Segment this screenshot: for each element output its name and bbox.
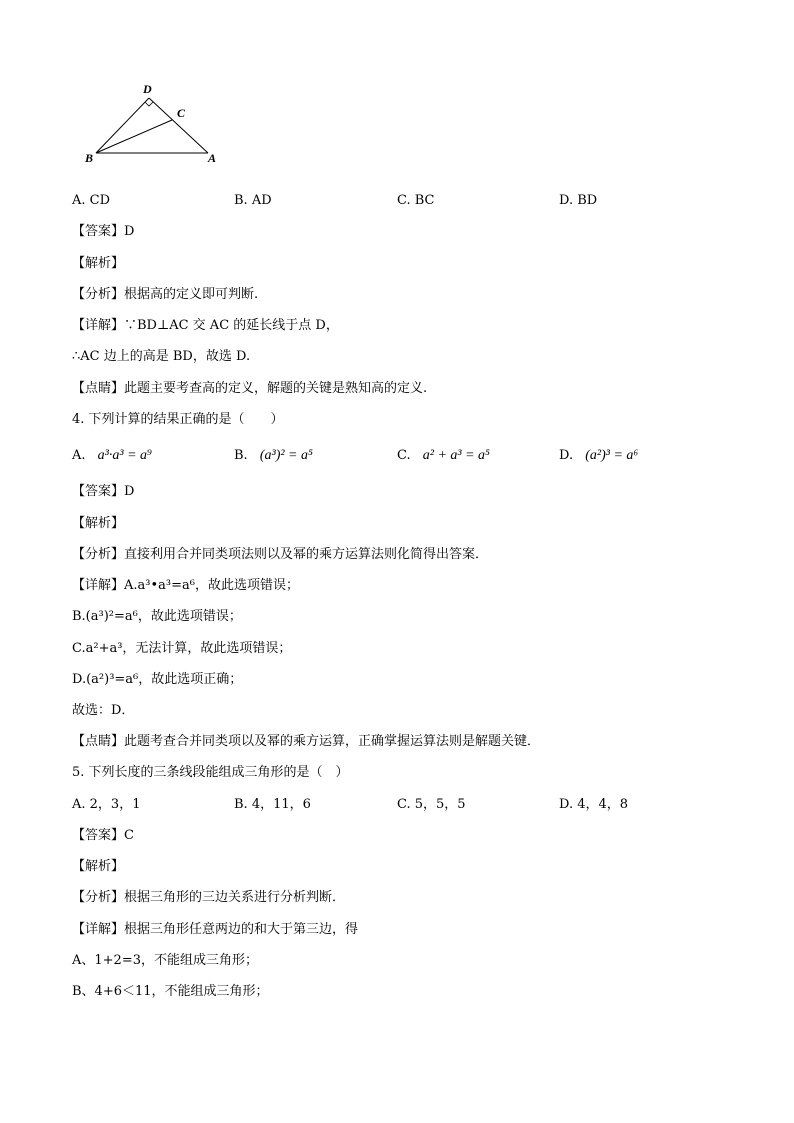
q3-option-c: C. BC <box>397 193 435 208</box>
triangle-figure <box>80 80 240 170</box>
q5-answer: 【答案】C <box>72 828 134 843</box>
q5-option-a: A. 2，3，1 <box>72 797 141 812</box>
label-d: D <box>143 82 152 96</box>
q4-option-a-letter: A. <box>72 448 86 463</box>
q5-analysis-heading: 【解析】 <box>72 859 125 874</box>
q5-option-c: C. 5，5，5 <box>397 797 466 812</box>
q4-option-b <box>234 447 313 465</box>
q4-option-a-expr: a³·a³ = a⁹ <box>97 448 152 463</box>
q4-answer: 【答案】D <box>72 484 135 499</box>
q4-option-b-letter: B. <box>234 448 248 463</box>
q4-step-b: B.(a³)²=a⁶，故此选项错误； <box>72 609 242 624</box>
q5-fenxi: 【分析】根据三角形的三边关系进行分析判断． <box>72 890 346 905</box>
q4-step-d: D.(a²)³=a⁶，故此选项正确； <box>72 672 243 687</box>
q5-xiangjie: 【详解】根据三角形任意两边的和大于第三边，得 <box>72 922 359 937</box>
edge-bd <box>96 98 149 153</box>
label-b: B <box>85 151 94 165</box>
q3-conclusion: ∴AC 边上的高是 BD，故选 D. <box>72 349 251 364</box>
q5-step-a: A、1+2=3，不能组成三角形； <box>72 953 258 968</box>
q4-fenxi: 【分析】直接利用合并同类项法则以及幂的乘方运算法则化简得出答案． <box>72 547 489 562</box>
q4-option-c-letter: C. <box>397 448 411 463</box>
q4-xiangjie: 【详解】A.a³•a³=a⁶，故此选项错误； <box>72 578 299 593</box>
label-a: A <box>208 151 217 165</box>
q4-option-c <box>397 447 490 465</box>
q4-option-c-expr: a² + a³ = a⁵ <box>422 448 490 463</box>
right-angle-mark <box>145 102 153 106</box>
q5-step-b: B、4+6＜11，不能组成三角形； <box>72 984 269 999</box>
q5-option-d: D. 4，4，8 <box>559 797 629 812</box>
q4-option-a <box>72 447 152 465</box>
edge-bc <box>96 120 172 153</box>
q3-fenxi: 【分析】根据高的定义即可判断. <box>72 287 259 302</box>
q4-option-d-letter: D. <box>559 448 574 463</box>
q4-option-b-expr: (a³)² = a⁵ <box>259 448 313 463</box>
q4-option-d-expr: (a²)³ = a⁶ <box>585 448 639 463</box>
q3-xiangjie: 【详解】∵BD⊥AC 交 AC 的延长线于点 D， <box>72 318 339 333</box>
q3-dianjing: 【点睛】此题主要考查高的定义，解题的关键是熟知高的定义. <box>72 381 428 396</box>
q3-answer: 【答案】D <box>72 224 135 239</box>
q5-stem: 5. 下列长度的三条线段能组成三角形的是（ ） <box>72 765 349 780</box>
q4-step-c: C.a²+a³，无法计算，故此选项错误； <box>72 641 292 656</box>
q4-analysis-heading: 【解析】 <box>72 516 125 531</box>
q3-analysis-heading: 【解析】 <box>72 256 125 271</box>
q4-dianjing: 【点睛】此题考查合并同类项以及幂的乘方运算，正确掌握运算法则是解题关键． <box>72 734 541 749</box>
q3-option-a: A. CD <box>72 193 111 208</box>
q4-stem: 4. 下列计算的结果正确的是（ ） <box>72 412 284 427</box>
label-c: C <box>177 106 186 120</box>
q4-choice: 故选：D． <box>72 703 135 718</box>
q4-option-d <box>559 447 638 465</box>
q3-option-d: D. BD <box>559 193 598 208</box>
q3-option-b: B. AD <box>234 193 272 208</box>
q5-option-b: B. 4，11，6 <box>234 797 311 812</box>
